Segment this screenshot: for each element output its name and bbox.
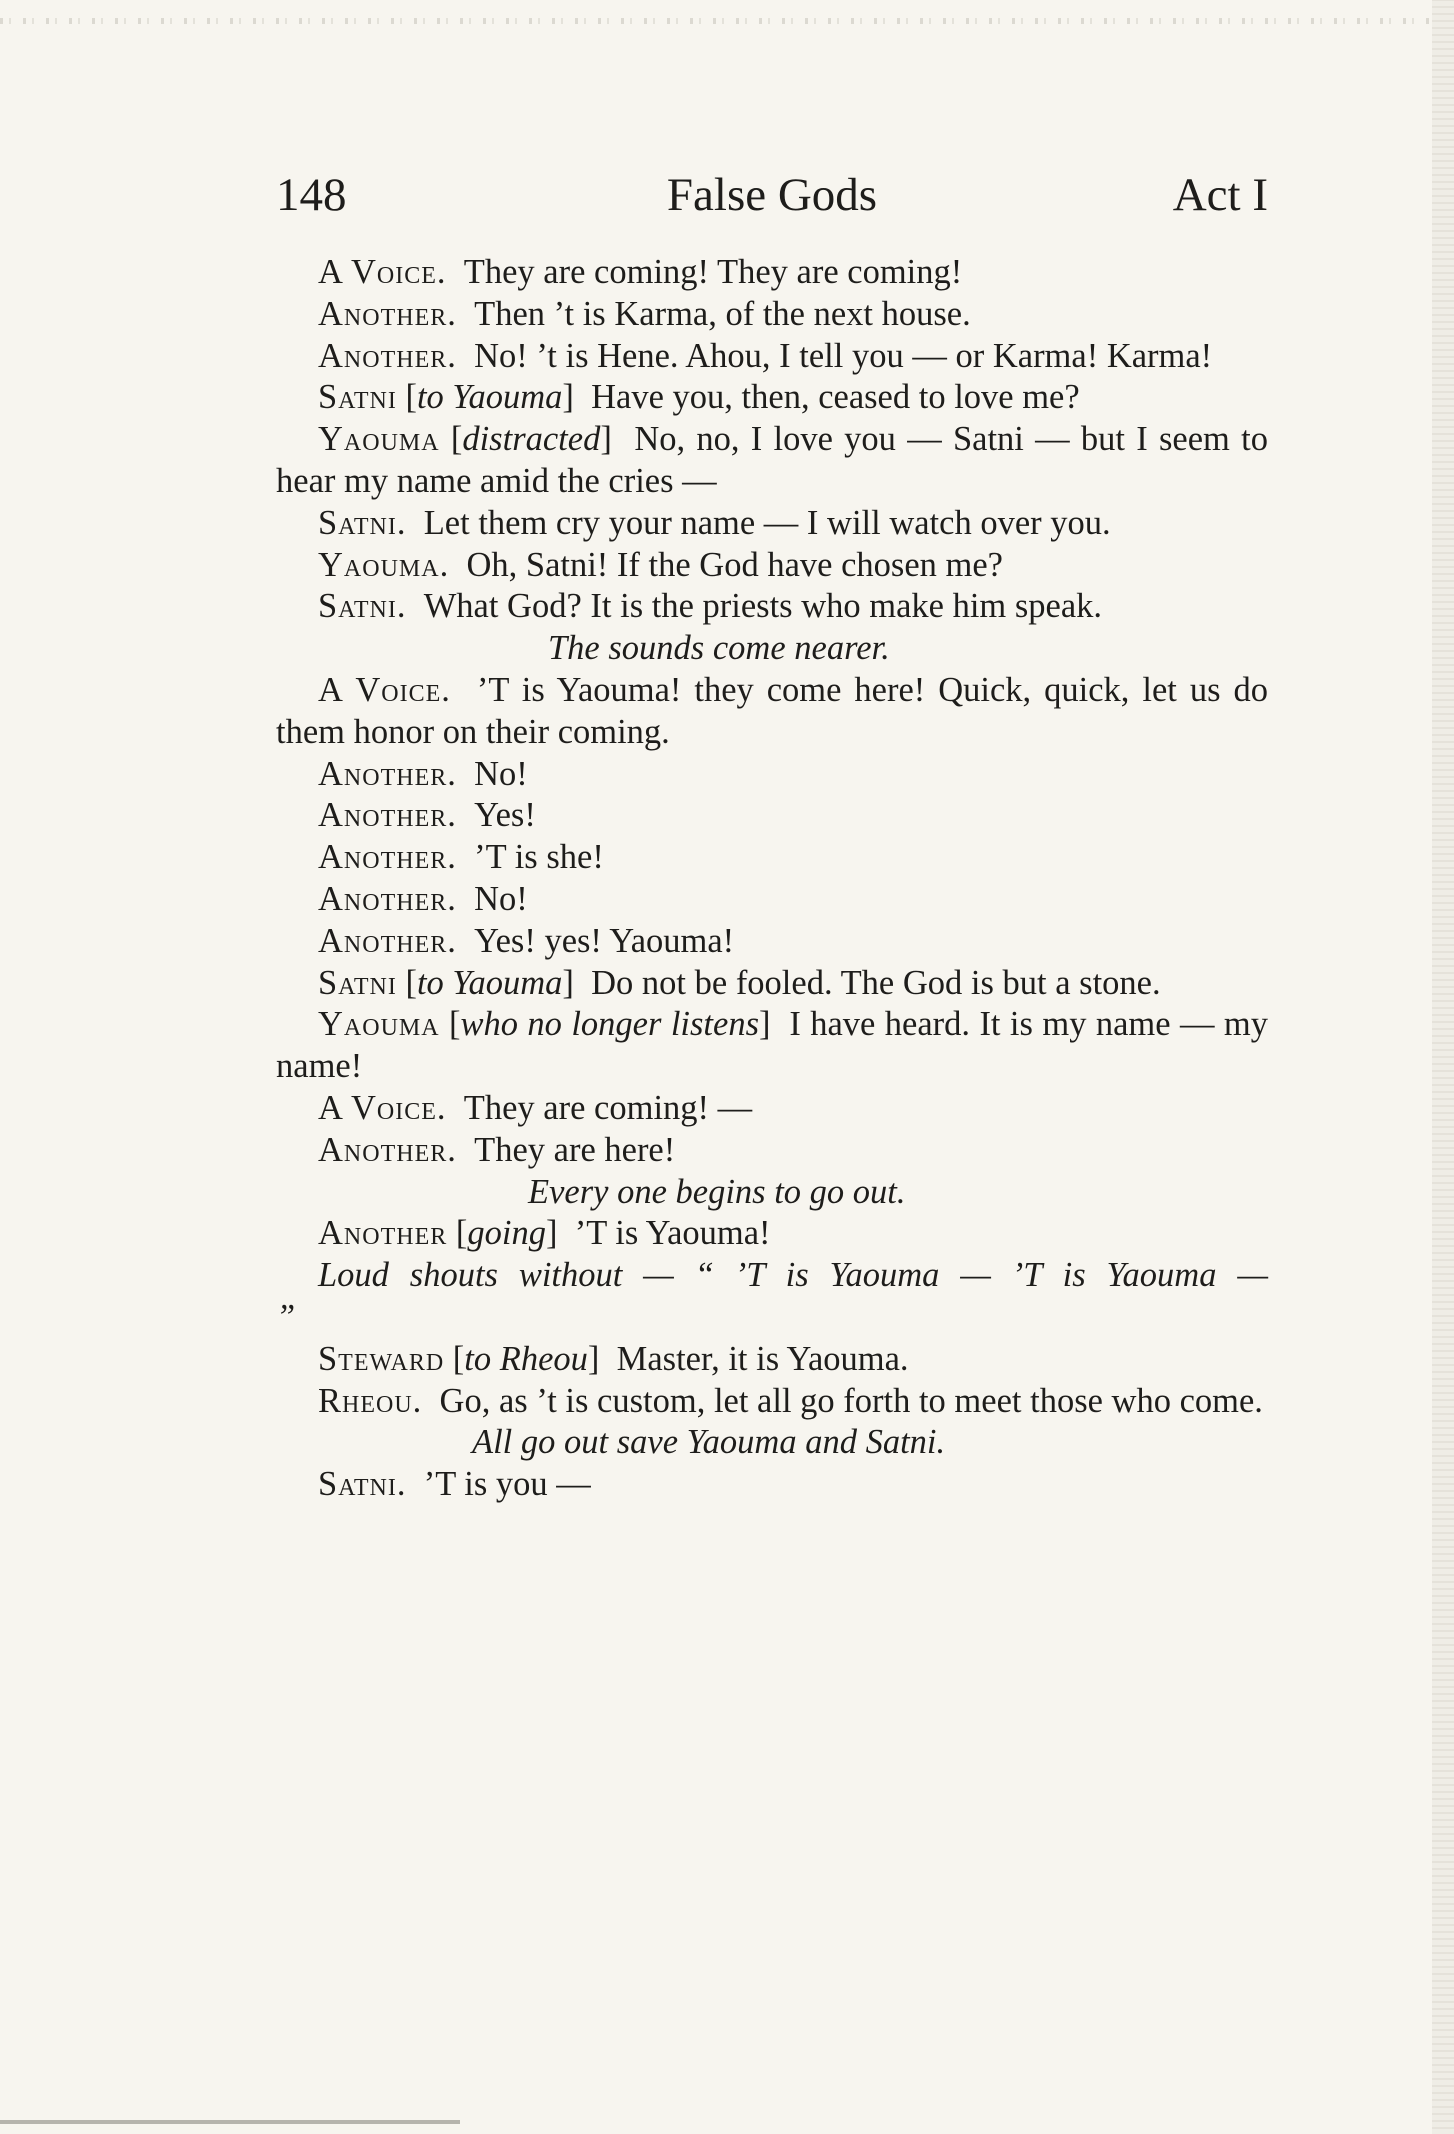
dialogue-line bbox=[276, 670, 1268, 754]
dialogue-line bbox=[276, 921, 1268, 963]
act-label: Act I bbox=[1172, 169, 1268, 221]
speaker-name: Another. bbox=[318, 336, 457, 375]
line-text: No! bbox=[474, 754, 528, 793]
line-text: ’T is Yaouma! they come here! Quick, quick, let us do them honor on their coming. bbox=[276, 670, 1269, 751]
dialogue-line: Satni [to Yaouma] Have you, then, ceased to love me? bbox=[318, 378, 1080, 417]
speaker-name: Satni. bbox=[318, 1465, 407, 1504]
speaker-name: Another. bbox=[318, 921, 457, 960]
dialogue-line bbox=[276, 1088, 1268, 1130]
speaker-name: Another. bbox=[318, 796, 457, 835]
stage-direction: going bbox=[467, 1214, 546, 1253]
line-text: ’T is she! bbox=[474, 838, 604, 877]
scan-edge-right bbox=[1432, 0, 1454, 2134]
speaker-name: Yaouma bbox=[318, 420, 440, 459]
dialogue-line: Yaouma [who no longer listens] I have heard. It is my name — my name! bbox=[276, 1005, 1268, 1086]
speaker-name: Another. bbox=[318, 294, 457, 333]
stage-direction: to Rheou bbox=[464, 1339, 588, 1378]
stage-direction-line: All go out save Yaouma and Satni. bbox=[472, 1423, 946, 1462]
speaker-name: Satni. bbox=[318, 587, 407, 626]
dialogue-line bbox=[276, 1464, 1268, 1506]
line-text: No! ’t is Hene. Ahou, I tell you — or Karma! Karma! bbox=[474, 336, 1213, 375]
speaker-name: Yaouma bbox=[318, 1005, 440, 1044]
dialogue-line bbox=[276, 1381, 1268, 1423]
speaker-name: Another. bbox=[318, 879, 457, 918]
dialogue-line bbox=[276, 336, 1268, 378]
speaker-name: Another. bbox=[318, 1130, 457, 1169]
speaker-name: Another bbox=[318, 1214, 448, 1253]
scan-noise-top bbox=[0, 18, 1454, 24]
stage-direction-line: Every one begins to go out. bbox=[528, 1172, 906, 1211]
line-text: They are coming! — bbox=[463, 1088, 753, 1127]
stage-direction: distracted bbox=[462, 420, 601, 459]
running-title: False Gods bbox=[666, 169, 878, 221]
dialogue-line bbox=[276, 837, 1268, 879]
dialogue-line bbox=[276, 795, 1268, 837]
line-text: Yes! bbox=[474, 796, 536, 835]
line-text: They are coming! They are coming! bbox=[463, 253, 963, 291]
dialogue-line bbox=[276, 1130, 1268, 1172]
line-text: They are here! bbox=[474, 1130, 676, 1169]
speaker-name: Steward bbox=[318, 1339, 445, 1378]
dialogue-line bbox=[276, 754, 1268, 796]
dialogue-line bbox=[276, 586, 1268, 628]
speaker-name: Another. bbox=[318, 838, 457, 877]
stage-direction: who no longer listens bbox=[460, 1005, 760, 1044]
speaker-name: Satni bbox=[318, 963, 397, 1002]
speaker-name: A Voice. bbox=[318, 1088, 447, 1127]
line-text: Oh, Satni! If the God have chosen me? bbox=[466, 545, 1003, 584]
speaker-name: A Voice. bbox=[318, 670, 451, 709]
stage-direction: to Yaouma bbox=[416, 378, 563, 417]
line-text: Master, it is Yaouma. bbox=[616, 1339, 909, 1378]
line-text: Yes! yes! Yaouma! bbox=[474, 921, 735, 960]
dialogue-line bbox=[276, 294, 1268, 336]
dialogue-line: Yaouma [distracted] No, no, I love you — Satni — but I seem to hear my name amid the cries — bbox=[276, 420, 1268, 500]
line-text: No, no, I love you — Satni — but I seem to hear my name amid the cries — bbox=[276, 420, 1268, 500]
line-text: Have you, then, ceased to love me? bbox=[591, 378, 1080, 417]
line-text: Let them cry your name — I will watch over you. bbox=[423, 503, 1111, 542]
scan-edge-bottom bbox=[0, 2120, 460, 2124]
line-text: No! bbox=[474, 879, 528, 918]
stage-direction: to Yaouma bbox=[416, 963, 563, 1002]
dialogue-line: Steward [to Rheou] Master, it is Yaouma. bbox=[318, 1339, 909, 1378]
dialogue-line bbox=[276, 879, 1268, 921]
line-text: Do not be fooled. The God is but a stone. bbox=[591, 963, 1161, 1002]
speaker-name: A Voice. bbox=[318, 253, 447, 291]
play-text bbox=[276, 252, 1268, 1506]
line-text: I have heard. It is my name — my name! bbox=[276, 1005, 1268, 1086]
line-text: What God? It is the priests who make him speak. bbox=[423, 587, 1103, 626]
dialogue-line: Another [going] ’T is Yaouma! bbox=[318, 1214, 771, 1253]
line-text: Go, as ’t is custom, let all go forth to meet those who come. bbox=[439, 1381, 1263, 1420]
stage-direction-line: Loud shouts without — “ ’T is Yaouma — ’T is Yaouma — ” bbox=[276, 1256, 1268, 1336]
speaker-name: Satni. bbox=[318, 503, 407, 542]
speaker-name: Rheou. bbox=[318, 1381, 423, 1420]
dialogue-line: Satni [to Yaouma] Do not be fooled. The God is but a stone. bbox=[318, 963, 1161, 1002]
line-text: Then ’t is Karma, of the next house. bbox=[474, 294, 971, 333]
dialogue-line bbox=[276, 252, 1268, 294]
line-text: ’T is you — bbox=[423, 1465, 591, 1504]
speaker-name: Satni bbox=[318, 378, 397, 417]
dialogue-line bbox=[276, 503, 1268, 545]
line-text: ’T is Yaouma! bbox=[574, 1214, 771, 1253]
page-number: 148 bbox=[276, 169, 347, 221]
dialogue-line bbox=[276, 545, 1268, 587]
stage-direction-line: The sounds come nearer. bbox=[548, 629, 890, 668]
speaker-name: Yaouma. bbox=[318, 545, 450, 584]
running-header bbox=[276, 168, 1268, 228]
speaker-name: Another. bbox=[318, 754, 457, 793]
